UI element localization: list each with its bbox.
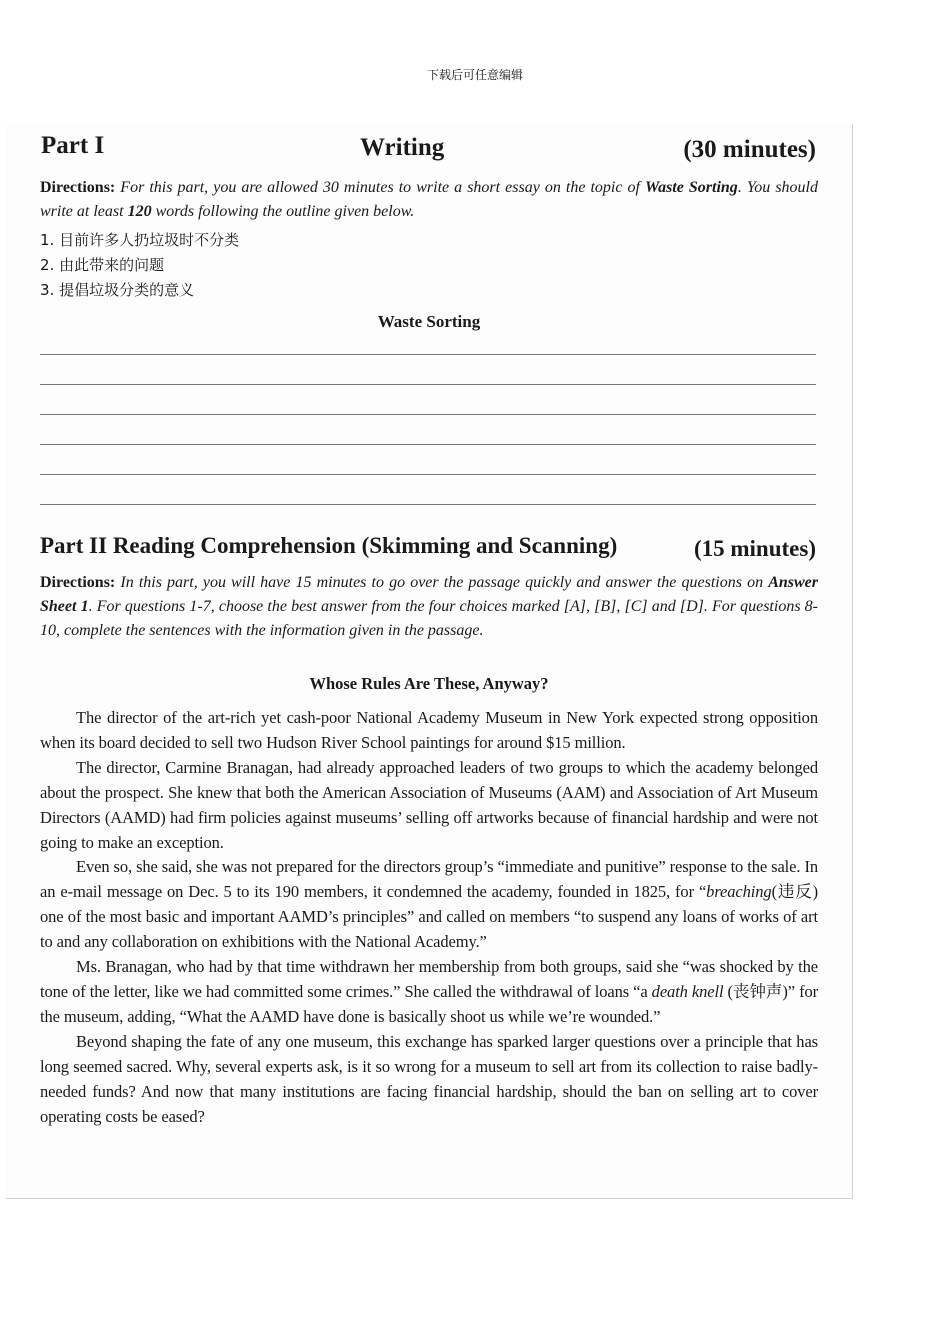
paragraph: The director of the art-rich yet cash-poor National Academy Museum in New York expected strong opposition when its board decided to sell two Hudson River School paintings for around $15 million.	[40, 708, 818, 752]
writing-line	[40, 474, 816, 475]
paragraph: Ms. Branagan, who had by that time withdrawn her membership from both groups, said she “was shocked by the tone of the letter, like we had committed some crimes.” She called the withdrawal of loans “a death knell (丧钟声)” for the museum, adding, “What the AAMD have done is basically shoot us while we’re wounded.”	[40, 957, 819, 1026]
paragraph: The director, Carmine Branagan, had already approached leaders of two groups to which the academy belonged about the prospect. She knew that both the American Association of Museums (AAM) and Association of Art Museum Directors (AAMD) had firm policies against museums’ selling off artworks because of financial hardship and were not going to make an exception.	[40, 757, 818, 852]
header-note: 下载后可任意编辑	[426, 68, 523, 82]
directions-text: . You should write at least	[40, 179, 819, 220]
passage-title: Whose Rules Are These, Anyway?	[309, 674, 549, 693]
writing-line	[40, 354, 816, 355]
writing-line	[40, 444, 816, 445]
italic-term: death knell	[651, 981, 724, 1001]
writing-line	[40, 384, 816, 385]
part1-label: Part I	[41, 132, 105, 159]
part2-heading: Part II Reading Comprehension (Skimming and Scanning)	[40, 533, 618, 558]
outline-item: 3. 提倡垃圾分类的意义	[40, 281, 195, 299]
part2-directions	[40, 571, 818, 643]
part1-directions	[40, 176, 818, 224]
directions-label: Directions:	[40, 179, 116, 196]
directions-label: Directions:	[40, 574, 116, 591]
paragraph: Beyond shaping the fate of any one museum, this exchange has sparked larger questions over a principle that has long seemed sacred. Why, several experts ask, is it so wrong for a museum to sell art from its collection to raise badly-needed funds? And now that many institutions are facing financial hardship, should the ban on selling art to cover operating costs be eased?	[40, 1031, 818, 1126]
part1-title: Writing	[360, 134, 445, 161]
paragraph: Even so, she said, she was not prepared for the directors group’s “immediate and punitive” response to the sale. In an e-mail message on Dec. 5 to its 190 members, it condemned the academy, founded in 1825, for “breaching(违反) one of the most basic and important AAMD’s principles” and called on members “to suspend any loans of works of art to and any collaboration on exhibitions with the National Academy.”	[40, 857, 818, 952]
part2-time: (15 minutes)	[693, 536, 816, 561]
topic-bold: Waste Sorting	[645, 179, 738, 196]
directions-text: . For questions 1-7, choose the best answer from the four choices marked [A], [B], [C] and [D]. For questions 8-10, complete the sentences with the information given in the passage.	[40, 598, 818, 639]
part1-time: (30 minutes)	[683, 136, 816, 163]
directions-text: words following the outline given below.	[151, 203, 415, 220]
word-count-bold: 120	[127, 203, 152, 220]
scanned-page	[6, 124, 853, 1199]
essay-title: Waste Sorting	[377, 312, 481, 331]
writing-line	[40, 504, 816, 505]
directions-text: For this part, you are allowed 30 minutes to write a short essay on the topic of	[115, 179, 646, 196]
essay-outline	[40, 228, 818, 303]
answer-sheet-bold: Answer Sheet 1	[40, 574, 818, 615]
writing-line	[40, 414, 816, 415]
outline-item: 1. 目前许多人扔垃圾时不分类	[40, 231, 240, 249]
outline-item: 2. 由此带来的问题	[40, 256, 165, 274]
passage-body	[40, 706, 818, 1129]
italic-term: breaching	[706, 882, 772, 902]
directions-text: In this part, you will have 15 minutes to go over the passage quickly and answer the questions on	[115, 574, 769, 591]
